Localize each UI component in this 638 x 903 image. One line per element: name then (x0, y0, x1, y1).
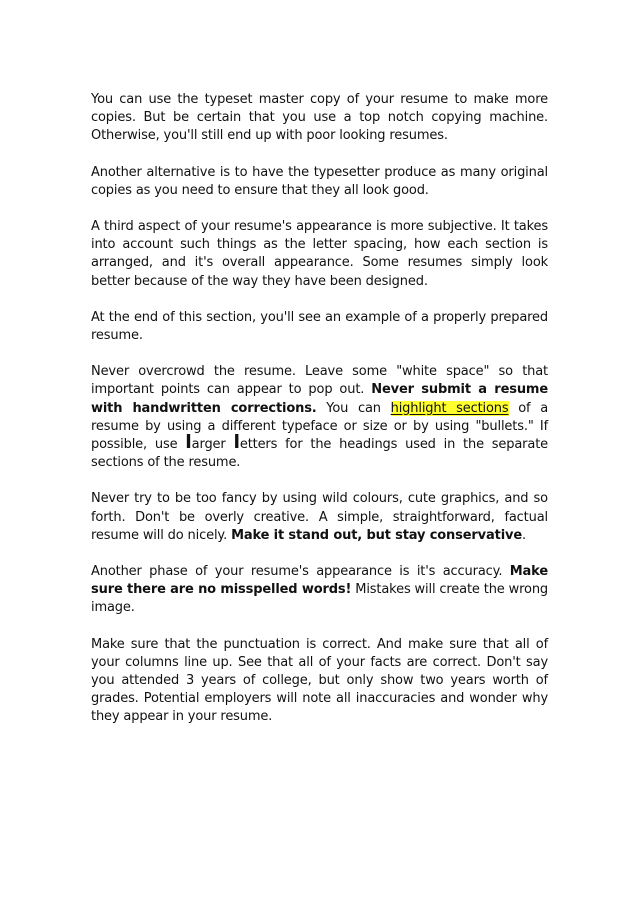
word-arger: arger (191, 437, 234, 453)
accuracy-text-2: Mistakes will create the wrong image. (91, 582, 549, 616)
paragraph-example: At the end of this section, you'll see an example of a properly prepared resume. (91, 309, 548, 344)
paragraph-punctuation: Make sure that the punctuation is correct. And make sure that all of your columns line up. See that all of your facts are correct. Don't say you attended 3 years of college, but only show two years worth of grades. Potential employers will note all inaccuracies and wonder why they appear in your resume. (91, 636, 548, 725)
overcrowd-text-2: You can (316, 400, 391, 416)
misspelled-warning: Make sure there are no misspelled words! (91, 564, 548, 598)
large-letter-l-2: l (233, 431, 240, 454)
paragraph-appearance: A third aspect of your resume's appearance is more subjective. It takes into account such things as the letter spacing, how each section is arranged, and it's overall appearance. Some resumes simply look better because of the way they have been designed. (91, 219, 548, 289)
paragraph-fancy (91, 490, 548, 545)
paragraph-overcrowd (91, 363, 548, 472)
accuracy-text: Another phase of your resume's appearance is it's accuracy. (91, 564, 510, 580)
overcrowd-text-3: of a resume by using a different typeface or size or by using "bullets." If possible, use (91, 400, 549, 453)
overcrowd-text: Never overcrowd the resume. Leave some "white space" so that important points can appear to pop out. (91, 364, 548, 398)
paragraph-copying: You can use the typeset master copy of your resume to make more copies. But be certain that you use a top notch copying machine. Otherwise, you'll still end up with poor looking resumes. (91, 92, 548, 144)
handwritten-warning: Never submit a resume with handwritten corrections. (91, 382, 548, 416)
paragraph-accuracy (91, 563, 548, 618)
large-letter-l: l (185, 431, 192, 454)
fancy-text-2: . (522, 527, 526, 543)
highlighted-phrase: highlight sections (390, 400, 509, 416)
stand-out-emphasis: Make it stand out, but stay conservative (231, 527, 522, 543)
fancy-text: Never try to be too fancy by using wild colours, cute graphics, and so forth. Don't be overly creative. A simple, straightforward, factual resume will do nicely. (91, 491, 548, 543)
body-text (91, 91, 548, 745)
paragraph-typesetter: Another alternative is to have the typesetter produce as many original copies as you need to ensure that they all look good. (91, 164, 548, 198)
word-etters: etters for the headings used in the separate sections of the resume. (91, 437, 548, 471)
